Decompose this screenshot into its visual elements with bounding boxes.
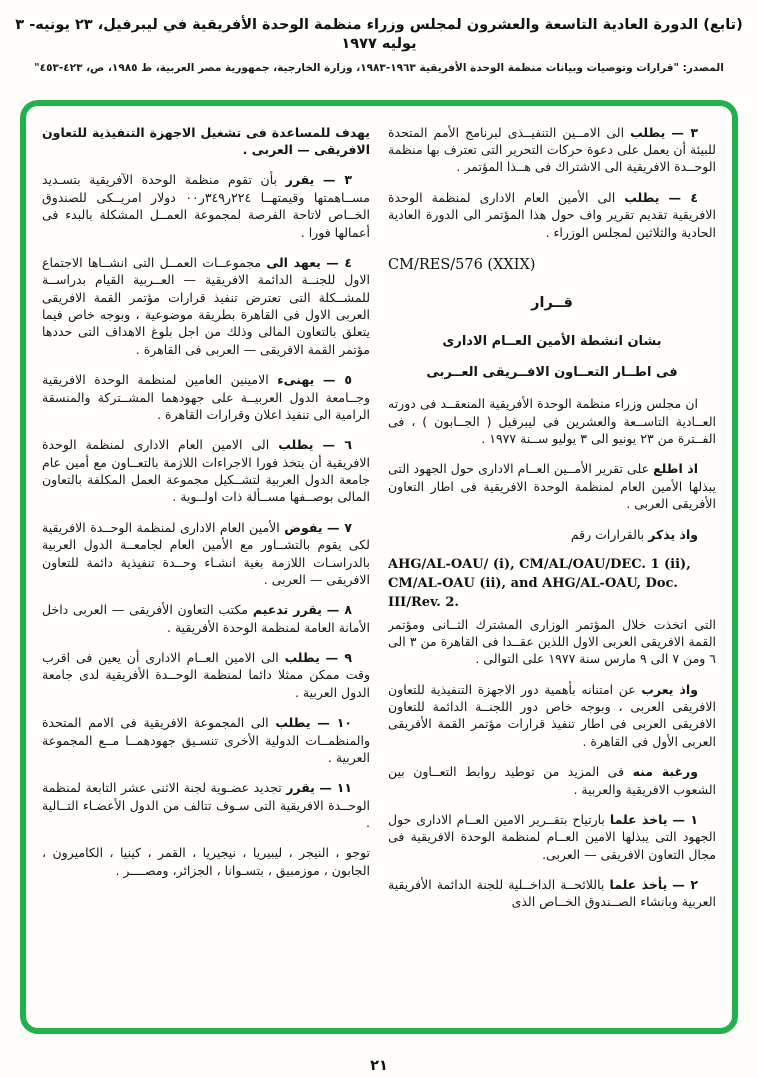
paragraph-text: مكتب التعاون الأفريقى — العربى داخل الأمانة العامة لمنظمة الوحدة الأفريقية . (42, 602, 370, 635)
paragraph-text: على تقرير الأمــين العــام الادارى حول الجهود التى يبذلها الأمين العام لمنظمة الوحدة الافريقية فى اطار التعاون الأفريقى العربى . (388, 461, 716, 512)
paragraph-item-5 (42, 371, 370, 423)
paragraph-text: فى المزيد من توطيد روابط التعــاون بين الشعوب الافريقية والعربية . (388, 764, 716, 797)
paragraph-item-2 (388, 876, 716, 911)
session-title: (تابع) الدورة العادية التاسعة والعشرون لمجلس وزراء منظمة الوحدة الأفريقية في ليبرفيل، ٢٣ يونيه- ٣ يوليه ١٩٧٧ (15, 17, 743, 52)
lead-word: يطلب (284, 650, 320, 666)
item-number: ٣ — (322, 172, 352, 188)
item-number: ٥ — (322, 372, 352, 388)
column-right (388, 124, 716, 1018)
source-citation: المصدر: "قرارات وتوصيات وبيانات منظمة الوحدة الأفريقية ١٩٦٣-١٩٨٣، وزارة الخارجية، جمهورية مصر العربية، ط ١٩٨٥، ص، ٤٢٣-٤٥٣" (34, 61, 724, 74)
item-number: ٢ — (672, 877, 698, 892)
resolution-title: قــرار (531, 295, 573, 312)
paragraph-text: الى الأمين العام الادارى لمنظمة الوحدة الافريقية تقديم تقرير واف حول هذا المؤتمر الى الدورة العادية الحادية والثلاثين لمجلس الوزراء . (388, 189, 716, 240)
lead-word: يهنىء (277, 372, 315, 388)
lead-word: اذ اطلع (653, 461, 698, 477)
paragraph-preamble (388, 395, 716, 447)
paragraph-text: الى المجموعة الافريقية فى الامم المتحدة والمنظمــات الدولية الأخرى تنسـيق جهودهمــا مــع المجموعة العربية . (42, 715, 370, 765)
paragraph-continuation (42, 124, 370, 159)
paragraph-item-4-operative (42, 254, 370, 358)
paragraph-text: الى الامين العام الادارى لمنظمة الوحدة الافريقية أن يتخذ فورا الاجراءات اللازمة بالتعــاون مع أمين عام جامعة الدول العربية لتشــكيل مجموعة العمل المكلفة بالتعاون المالى بوصــفها مســألة ذات اولــوية . (42, 437, 370, 505)
lead-word: يطلب (630, 124, 666, 140)
lead-word: يهدف للمساعدة فى تشغيل الاجهزة التنفيذية للتعاون الافريقى — العربى . (42, 124, 370, 158)
paragraph-item-9 (42, 649, 370, 701)
item-number: ١١ — (319, 780, 352, 796)
paragraph-recalling (388, 526, 716, 543)
green-frame (20, 100, 738, 1034)
item-number: ٩ — (325, 650, 352, 666)
paragraph-text: تجديد عضـوية لجنة الاثنى عشر التابعة لمنظمة الوحــدة الافريقية التى سـوف تتالف من الدول الأعضـاء التــالية . (42, 780, 370, 831)
paragraph-item-1 (388, 811, 716, 863)
page-header (0, 0, 758, 74)
paragraph-text: عن امتنانه بأهمية دور الاجهزة التنفيذية للتعاون الافريقى العربى ، وبوجه خاص دور اللجنــة الدائمة للتعاون الافريقى العربى فى اطار تنفيذ قرارات مؤتمر القمة الأفريقى العربى الأول فى القاهرة . (388, 681, 716, 749)
resolution-number: CM/RES/576 (XXIX) (388, 256, 536, 273)
paragraph-desiring (388, 763, 716, 798)
resolution-subtitle-1: بشان انشطة الأمين العــام الادارى (442, 334, 662, 350)
paragraph-item-10 (42, 714, 370, 766)
paragraph-expressing (388, 681, 716, 751)
paragraph-text: التى اتخذت خلال المؤتمر الوزارى المشترك الثــانى ومؤتمر القمة الافريقى العربى الاول اللذين عقــدا فى القاهرة من ٣ الى ٦ ومن ٧ الى ٩ مارس سنة ١٩٧٧ على التوالى . (388, 616, 716, 667)
paragraph-text: بالقرارات رقم (570, 526, 645, 542)
resolution-subtitle-2: فى اطــار التعــاون الافــريقى العــربى (426, 365, 678, 381)
lead-word: يطلب (275, 715, 311, 731)
item-number: ٤ — (668, 189, 698, 205)
paragraph-item-3 (388, 124, 716, 176)
lead-word: يطلب (624, 189, 660, 205)
paragraph-text: الى الامــين التنفيــذى لبرنامج الأمم المتحدة للبيئة أن يعمل على دعوة حركات التحرير التى تعترف بها منظمة الوحــدة الافريقية الى الاشتراك فى هــذا المؤتمر . (388, 124, 716, 175)
paragraph-text: بارتياح بتقــرير الامين العــام الادارى حول الجهود التى يبذلها الامين العــام لمنظمة الوحدة الافريقية فى مجال التعاون الافريقى — العربى. (388, 811, 716, 862)
paragraph-text: الى الامين العــام الادارى أن يعين فى اقرب وقت ممكن ممثلا دائما لمنظمة الوحــدة الأفريقية لدى جامعة الدول العربية . (42, 650, 370, 700)
lead-word: يقرر (286, 780, 315, 796)
lead-word: يطلب (278, 437, 314, 453)
item-number: ٦ — (322, 437, 352, 453)
lead-word: يقرر تدعيم (252, 602, 322, 618)
lead-word: يأخذ علما (609, 877, 668, 892)
paragraph-text: الامينين العامين لمنظمة الوحدة الافريقية وجــامعة الدول العربيــة على جهودهما المشــتركة والمنسقة الرامية الى تنفيذ اعلان وقرارات القاهرة . (42, 372, 370, 422)
lead-word: يفوض (284, 519, 323, 535)
item-number: ٨ — (326, 602, 353, 618)
item-number: ١٠ — (317, 715, 353, 731)
lead-word: ورغبة منه (632, 764, 699, 780)
paragraph-text: بأن تقوم منظمة الوحدة الآفريقية بتسـديد مســاهمتها وقيمتهــا ٢٢٤ر٣٤٩ر٠٠ دولار امريــكى للصندوق الخــاص لاتاحة الفرصة لمجموعة العمــل المشكلة بالبدء فى أعمالها فورا . (42, 172, 370, 240)
lead-word: واذ يذكر (648, 526, 698, 542)
item-number: ٤ — (326, 254, 353, 270)
page-number: ٢١ (370, 1057, 388, 1074)
page-footer (0, 1058, 758, 1074)
paragraph-item-4 (388, 189, 716, 241)
paragraph-item-11 (42, 779, 370, 831)
paragraph-member-states-list (42, 844, 370, 879)
paragraph-text: الأمين العام الادارى لمنظمة الوحــدة الافريقية لكى يقوم بالتشــاور مع الأمين العام لجامعــة الدول العربية بالدراسـات اللازمة بغية انشـاء وحــدة تنفيذية دائمة للتعاون الافريقى — العربى . (42, 519, 370, 587)
paragraph-recalling-continued (388, 616, 716, 668)
paragraph-having-seen (388, 460, 716, 512)
lead-word: يعهد الى (266, 254, 321, 270)
item-number: ١ — (672, 811, 698, 827)
column-left (42, 124, 370, 1018)
resolution-references: AHG/AL-OAU/ (i), CM/AL/OAU/DEC. 1 (ii), CM/AL-OAU (ii), and AHG/AL-OAU, Doc. III/Rev. 2. (388, 556, 691, 610)
paragraph-text: توجو ، النيجر ، ليبيريا ، نيجيريا ، القمر ، كينيا ، الكاميرون ، الجابون ، موزمبيق ، بتسـوانا ، الجزائر، ومصــــر . (42, 845, 370, 878)
paragraph-item-7 (42, 519, 370, 589)
lead-word: يقرر (285, 172, 315, 188)
paragraph-item-3-operative (42, 171, 370, 241)
lead-word: واذ يعرب (641, 681, 698, 697)
paragraph-text: ان مجلس وزراء منظمة الوحدة الأفريقية المنعقــد فى دورته العــادية التاســعة والعشرين فى ليبرفيل ( الجــابون ) ، فى الفــترة من ٢٣ يونيو الى ٣ يوليو ســنة ١٩٧٧ . (388, 396, 716, 447)
lead-word: ياخذ علما (609, 811, 668, 827)
paragraph-item-8 (42, 601, 370, 636)
paragraph-text: باللائحــة الداخــلية للجنة الدائمة الأفريقية العربية وبانشاء الصــندوق الخــاص الذى (388, 877, 716, 910)
paragraph-text: مجموعــات العمــل التى انشــاها الاجتماع الاول للجنــة الدائمة الافريقية — العــربية القيام بدراســة للمشــكلة التى تعترض تنفيذ قرارات مؤتمر القمة الافريقى العربى الاول فى القاهرة بطريقة موضوعية ، وبوجه خاص فيما يتعلق بالتعاون المالى وذلك من اجل بلوغ الاهداف التى حددها مؤتمر القمة الافريقى — العربى فى القاهرة . (42, 254, 370, 357)
paragraph-item-6 (42, 436, 370, 506)
item-number: ٣ — (671, 124, 698, 140)
item-number: ٧ — (327, 519, 352, 535)
